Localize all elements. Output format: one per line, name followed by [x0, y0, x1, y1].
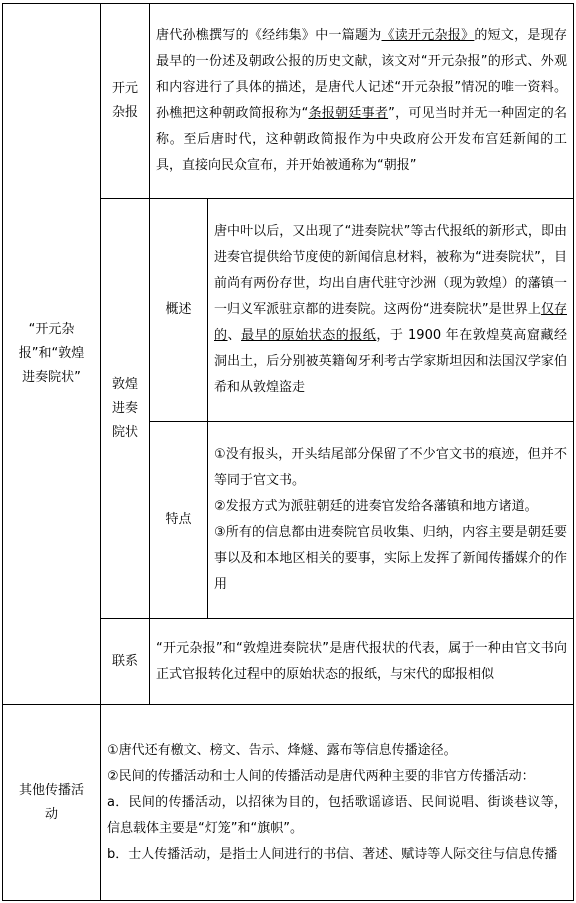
subcategory-label-kaiyuan: 开元杂报	[111, 81, 138, 120]
category-label-other: 其他传播活动	[18, 782, 84, 822]
subcategory-label-relation: 联系	[111, 653, 138, 669]
table-row-kaiyuan	[3, 4, 574, 199]
overview-underline-2: 最早的原始状态的报纸	[241, 328, 377, 343]
other-item: a．民间的传播活动，以招徕为目的，包括歌谣谚语、民间说唱、街谈巷议等，信息载体主要是“灯笼”和“旗帜”。	[107, 794, 568, 836]
description-cell-kaiyuan	[150, 4, 574, 199]
kaiyuan-text-1: 唐代孙樵撰写的	[156, 28, 249, 43]
subcategory-cell-relation	[101, 619, 150, 705]
category-cell-main	[3, 4, 101, 705]
overview-underline-1: 仅存的	[214, 302, 567, 343]
kaiyuan-name-term: 条报朝廷事者	[308, 106, 389, 121]
detail-label-overview: 概述	[165, 302, 192, 317]
overview-text-1: 唐中叶以后，又出现了“进奏院状”等古代报纸的新形式，即由进奏官提供给节度使的新闻信息材料，被称为“进奏院状”，目前尚有两份存世，均出自唐代驻守沙洲（现为敦煌）的藩镇一一归义军派驻京都的进奏院。这两份“进奏院状”是世界上	[214, 224, 568, 317]
other-item: ①唐代还有檄文、榜文、告示、烽燧、露布等信息传播途径。	[107, 742, 457, 758]
other-item: b．士人传播活动，是指士人间进行的书信、著述、赋诗等人际交往与信息传播	[107, 846, 558, 862]
feature-item: ③所有的信息都由进奏院官员收集、归纳，内容主要是朝廷要事以及和本地区相关的要事，实际上发挥了新闻传播媒介的作用	[214, 525, 568, 592]
description-cell-overview	[208, 199, 574, 422]
overview-separator: 、	[227, 328, 242, 343]
feature-item: ①没有报头，开头结尾部分保留了不少官文书的痕迹，但并不等同于官文书。	[214, 447, 568, 488]
subcategory-cell-kaiyuan	[101, 4, 150, 199]
kaiyuan-article-title: 《读开元杂报》	[381, 28, 475, 43]
category-label-main: “开元杂报”和“敦煌进奏院状”	[18, 322, 85, 385]
kaiyuan-text-3: 的短文，是现存最早的一份述及朝政公报的历史文献，该文对“开元杂报”的形式、外观和内容进行了具体的描述，是唐代人记述“开元杂报”情况的唯一资料。孙樵把这种朝政简报称为“	[156, 28, 568, 121]
other-item: ②民间的传播活动和士人间的传播活动是唐代两种主要的非官方传播活动：	[107, 768, 535, 784]
relation-text: “开元杂报”和“敦煌进奏院状”是唐代报状的代表，属于一种由官文书向正式官报转化过程中的原始状态的报纸，与宋代的邸报相似	[156, 640, 568, 682]
detail-cell-features	[150, 422, 208, 619]
description-cell-features	[208, 422, 574, 619]
category-cell-other	[3, 705, 101, 901]
kaiyuan-text-4: ”，可见当时并无一种固定的名称。至后唐时代，这种朝政简报作为中央政府公开发布宫廷新闻的工具，直接向民众宣布，并开始被通称为“朝报”	[156, 106, 568, 173]
subcategory-cell-dunhuang	[101, 199, 150, 619]
detail-cell-overview	[150, 199, 208, 422]
feature-item: ②发报方式为派驻朝廷的进奏官发给各藩镇和地方诸道。	[214, 499, 538, 514]
overview-text-2: ，于 1900 年在敦煌莫高窟藏经洞出土，后分别被英籍匈牙利考古学家斯坦因和法国汉学家伯希和从敦煌盗走	[214, 328, 568, 395]
content-table	[2, 3, 574, 901]
description-cell-relation	[150, 619, 574, 705]
kaiyuan-book-title: 《经纬集》	[248, 28, 316, 43]
kaiyuan-text-2: 中一篇题为	[315, 28, 382, 43]
subcategory-label-dunhuang: 敦煌进奏院状	[111, 376, 138, 440]
description-cell-other	[101, 705, 574, 901]
detail-label-features: 特点	[165, 512, 192, 527]
table-row-other	[3, 705, 574, 901]
